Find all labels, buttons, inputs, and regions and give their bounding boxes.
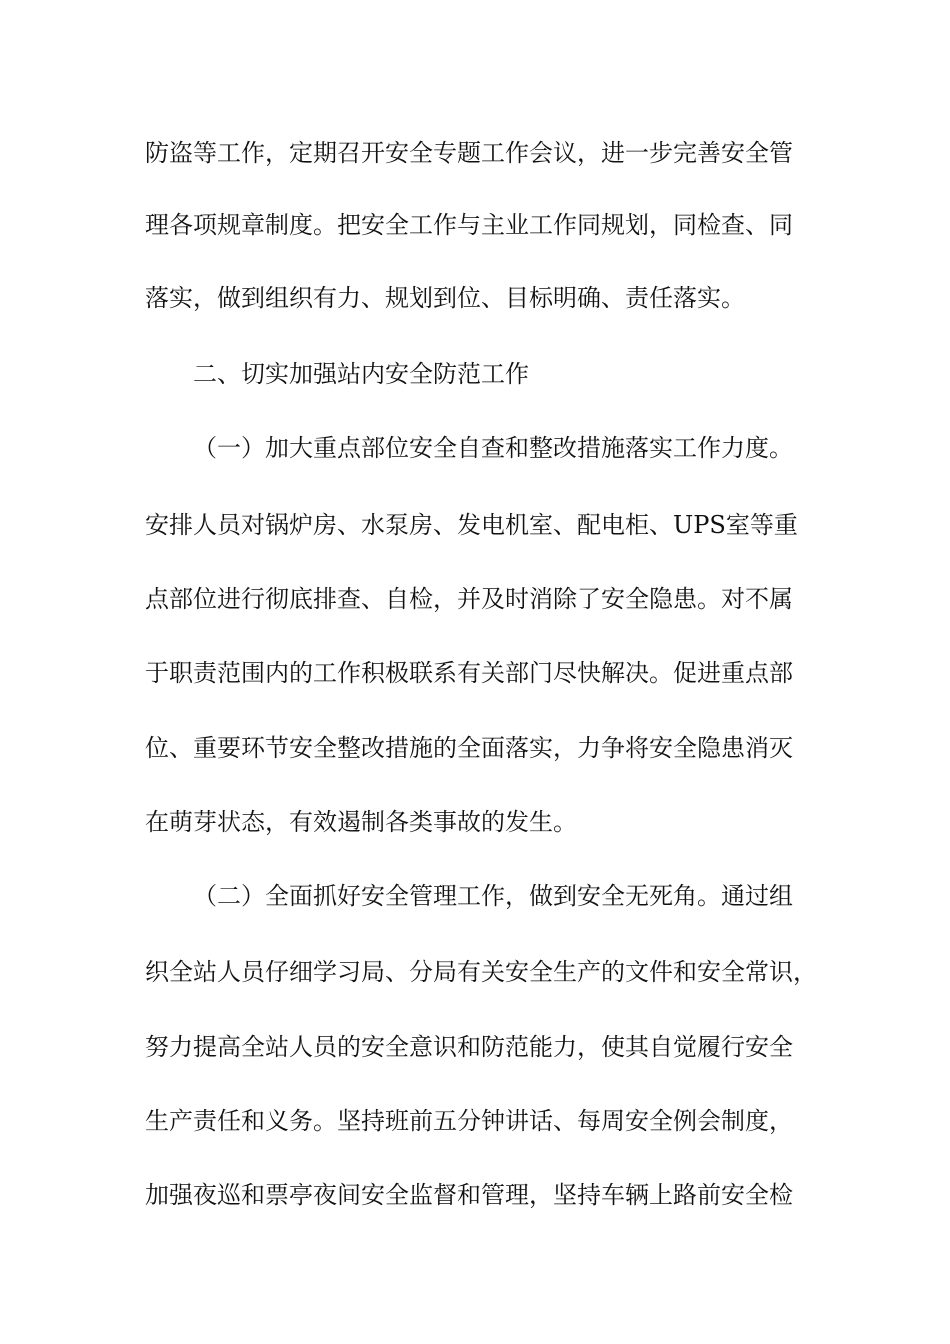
- paragraph-line: 落实，做到组织有力、规划到位、目标明确、责任落实。: [145, 284, 745, 312]
- paragraph-line: 在萌芽状态，有效遏制各类事故的发生。: [145, 808, 577, 836]
- paragraph-line: 加强夜巡和票亭夜间安全监督和管理，坚持车辆上路前安全检: [145, 1181, 793, 1209]
- paragraph-line: 防盗等工作，定期召开安全专题工作会议，进一步完善安全管: [145, 139, 793, 167]
- paragraph-line: 生产责任和义务。坚持班前五分钟讲话、每周安全例会制度，: [145, 1107, 793, 1135]
- paragraph-line: 理各项规章制度。把安全工作与主业工作同规划，同检查、同: [145, 211, 793, 239]
- paragraph-line: 安排人员对锅炉房、水泵房、发电机室、配电柜、UPS室等重: [145, 511, 798, 539]
- paragraph-line: 位、重要环节安全整改措施的全面落实，力争将安全隐患消灭: [145, 734, 793, 762]
- paragraph-line: 点部位进行彻底排查、自检，并及时消除了安全隐患。对不属: [145, 585, 793, 613]
- section-heading: 二、切实加强站内安全防范工作: [193, 360, 529, 388]
- subsection-heading: （一）加大重点部位安全自查和整改措施落实工作力度。: [193, 434, 793, 462]
- paragraph-line: 努力提高全站人员的安全意识和防范能力，使其自觉履行安全: [145, 1033, 793, 1061]
- paragraph-line: 于职责范围内的工作积极联系有关部门尽快解决。促进重点部: [145, 659, 793, 687]
- subsection-heading: （二）全面抓好安全管理工作，做到安全无死角。通过组: [193, 882, 793, 910]
- paragraph-line: 织全站人员仔细学习局、分局有关安全生产的文件和安全常识，: [145, 958, 817, 986]
